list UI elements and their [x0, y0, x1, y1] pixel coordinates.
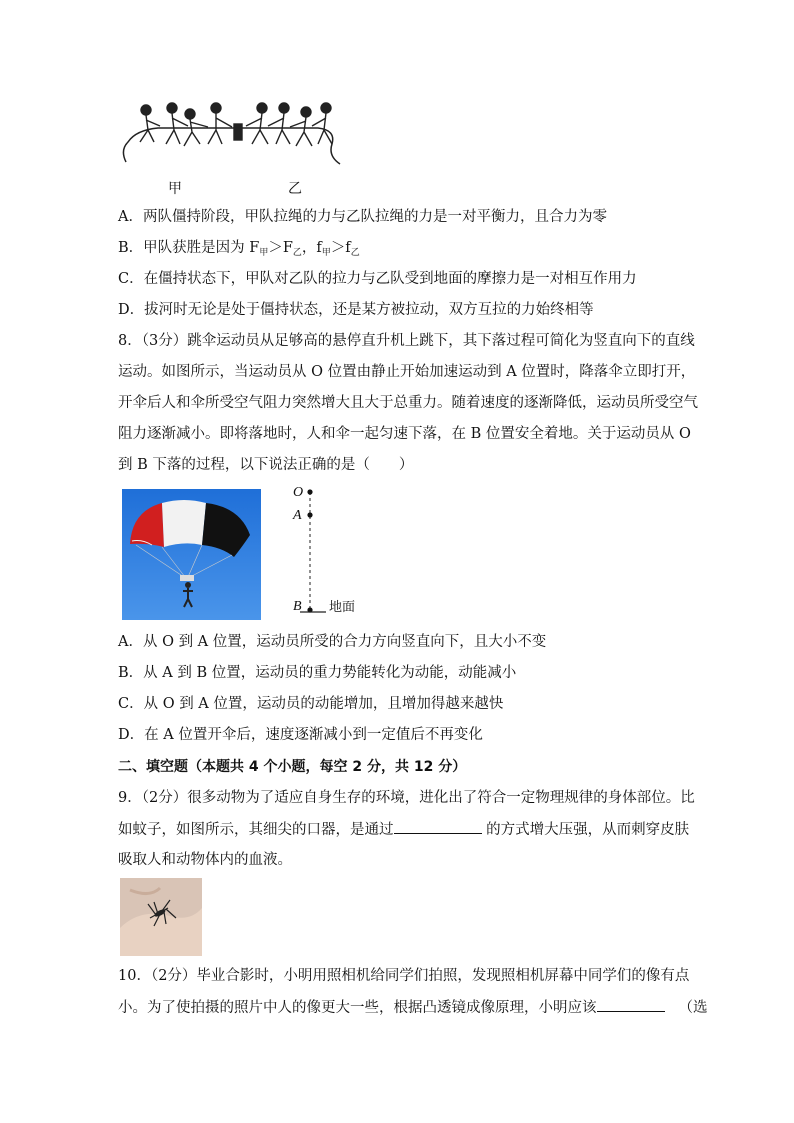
q8-line-2: 运动。如图所示，当运动员从 O 位置由静止开始加速运动到 A 位置时，降落伞立即打开，: [118, 364, 696, 380]
q7-option-d: D．拔河时无论是处于僵持状态，还是某方被拉动，双方互拉的力始终相等: [118, 302, 594, 318]
point-b-label: B: [293, 599, 302, 614]
q8-option-d: D．在 A 位置开伞后，速度逐渐减小到一定值后不再变化: [118, 727, 483, 743]
q8-option-c: C．从 O 到 A 位置，运动员的动能增加，且增加得越来越快: [118, 696, 504, 712]
q9-line-2: 如蚊子，如图所示，其细尖的口器，是通过 的方式增大压强，从而刺穿皮肤: [118, 819, 689, 840]
q8-line-1: 8．（3分）跳伞运动员从足够高的悬停直升机上跳下，其下落过程可简化为竖直向下的直线: [118, 333, 695, 349]
mosquito-photo: [120, 878, 202, 956]
q7-option-c: C．在僵持状态下，甲队对乙队的拉力与乙队受到地面的摩擦力是一对相互作用力: [118, 271, 637, 287]
q10-line-1: 10．（2分）毕业合影时，小明用照相机给同学们拍照，发现照相机屏幕中同学们的像有点: [118, 968, 690, 984]
q8-line-5: 到 B 下落的过程，以下说法正确的是（ ）: [118, 457, 414, 473]
q10-line-2: 小。为了使拍摄的照片中人的像更大一些，根据凸透镜成像原理，小明应该 （选: [118, 997, 708, 1018]
q8-line-3: 开伞后人和伞所受空气阻力突然增大且大于总重力。随着速度的逐渐降低，运动员所受空气: [118, 395, 698, 411]
team-jia-label: 甲: [168, 181, 182, 197]
q8-line-4: 阻力逐渐减小。即将落地时，人和伞一起匀速下落，在 B 位置安全着地。关于运动员从 O: [118, 426, 691, 442]
team-yi-label: 乙: [288, 181, 302, 197]
q7-option-a: A．两队僵持阶段，甲队拉绳的力与乙队拉绳的力是一对平衡力，且合力为零: [118, 209, 607, 225]
q8-option-a: A．从 O 到 A 位置，运动员所受的合力方向竖直向下，且大小不变: [118, 634, 547, 650]
q9-line-1: 9．（2分）很多动物为了适应自身生存的环境，进化出了符合一定物理规律的身体部位。比: [118, 790, 695, 806]
q7-option-b: B．甲队获胜是因为 $F_甲>F_乙$，$f_甲>f_乙$: [118, 240, 360, 258]
parachute-photo: [122, 489, 261, 620]
ground-label: 地面: [329, 600, 356, 615]
section-2-heading: 二、填空题（本题共 4 个小题，每空 2 分，共 12 分）: [118, 759, 467, 775]
q9-answer-blank[interactable]: [394, 819, 482, 834]
point-a-label: A: [293, 508, 302, 523]
q10-answer-blank[interactable]: [597, 997, 665, 1012]
tug-of-war-figure: [118, 100, 348, 170]
q9-line-3: 吸取人和动物体内的血液。: [118, 852, 292, 868]
q8-option-b: B．从 A 到 B 位置，运动员的重力势能转化为动能，动能减小: [118, 665, 517, 681]
point-o-label: O: [293, 485, 304, 500]
